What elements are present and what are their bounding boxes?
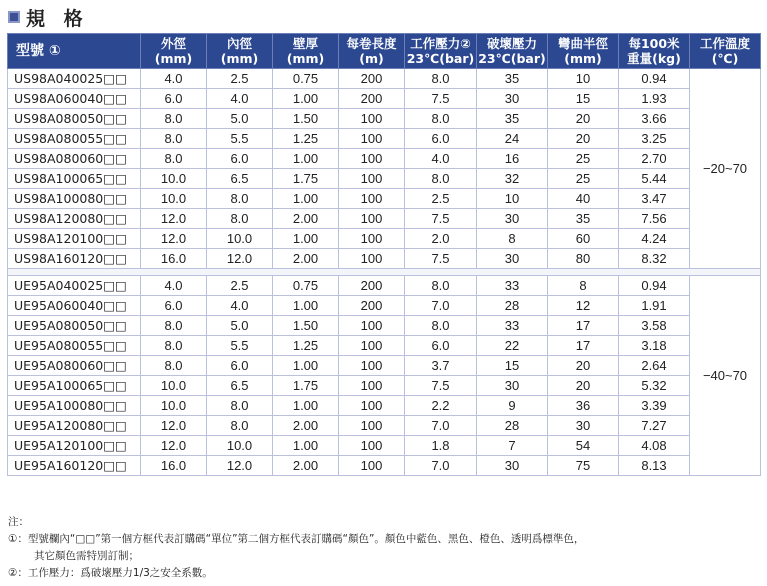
column-header: 每100米 重量(kg) <box>619 34 690 69</box>
table-row <box>8 249 761 269</box>
value-cell: 2.0 <box>405 229 477 249</box>
value-cell: 4.0 <box>141 276 207 296</box>
value-cell: 8.0 <box>405 69 477 89</box>
value-cell: 10.0 <box>207 436 273 456</box>
value-cell: 12.0 <box>141 209 207 229</box>
value-cell: 8.0 <box>141 129 207 149</box>
notes-section <box>8 514 763 582</box>
value-cell: 20 <box>548 376 619 396</box>
value-cell: 25 <box>548 149 619 169</box>
value-cell: 2.00 <box>273 456 339 476</box>
value-cell: 1.75 <box>273 376 339 396</box>
value-cell: 40 <box>548 189 619 209</box>
value-cell: 100 <box>339 456 405 476</box>
column-header: 壁厚 (mm) <box>273 34 339 69</box>
value-cell: 4.0 <box>141 69 207 89</box>
value-cell: 3.47 <box>619 189 690 209</box>
value-cell: 30 <box>477 456 548 476</box>
value-cell: 2.00 <box>273 249 339 269</box>
table-row <box>8 189 761 209</box>
value-cell: 8.0 <box>207 209 273 229</box>
table-row <box>8 316 761 336</box>
value-cell: 7.0 <box>405 456 477 476</box>
value-cell: 6.0 <box>207 356 273 376</box>
value-cell: 200 <box>339 296 405 316</box>
model-cell: US98A080055□□ <box>8 129 141 149</box>
value-cell: 100 <box>339 109 405 129</box>
separator-cell <box>8 269 761 276</box>
value-cell: 1.50 <box>273 109 339 129</box>
column-header: 彎曲半徑 (mm) <box>548 34 619 69</box>
value-cell: 12.0 <box>141 436 207 456</box>
value-cell: 4.24 <box>619 229 690 249</box>
value-cell: 8.0 <box>141 356 207 376</box>
value-cell: 10.0 <box>141 376 207 396</box>
value-cell: 1.25 <box>273 129 339 149</box>
value-cell: 7.5 <box>405 209 477 229</box>
value-cell: 80 <box>548 249 619 269</box>
value-cell: 12.0 <box>207 249 273 269</box>
column-header: 工作壓力② 23℃(bar) <box>405 34 477 69</box>
value-cell: 36 <box>548 396 619 416</box>
value-cell: 8.32 <box>619 249 690 269</box>
value-cell: 6.5 <box>207 169 273 189</box>
temperature-cell: −40~70 <box>690 276 761 476</box>
value-cell: 35 <box>548 209 619 229</box>
value-cell: 8.0 <box>207 189 273 209</box>
value-cell: 10 <box>548 69 619 89</box>
column-header: 型號 ① <box>8 34 141 69</box>
table-row <box>8 209 761 229</box>
value-cell: 4.0 <box>405 149 477 169</box>
value-cell: 0.75 <box>273 69 339 89</box>
value-cell: 8 <box>548 276 619 296</box>
value-cell: 25 <box>548 169 619 189</box>
note-1-continued: 其它顏色需特別訂制； <box>34 550 139 562</box>
value-cell: 1.00 <box>273 229 339 249</box>
model-cell: UE95A120080□□ <box>8 416 141 436</box>
model-cell: UE95A100080□□ <box>8 396 141 416</box>
value-cell: 16.0 <box>141 456 207 476</box>
value-cell: 20 <box>548 356 619 376</box>
value-cell: 2.5 <box>207 276 273 296</box>
value-cell: 3.18 <box>619 336 690 356</box>
value-cell: 1.00 <box>273 296 339 316</box>
value-cell: 1.00 <box>273 356 339 376</box>
value-cell: 15 <box>548 89 619 109</box>
value-cell: 6.0 <box>141 296 207 316</box>
value-cell: 100 <box>339 149 405 169</box>
value-cell: 200 <box>339 69 405 89</box>
value-cell: 4.08 <box>619 436 690 456</box>
value-cell: 30 <box>477 376 548 396</box>
value-cell: 3.7 <box>405 356 477 376</box>
value-cell: 8.0 <box>141 316 207 336</box>
value-cell: 3.25 <box>619 129 690 149</box>
value-cell: 8.0 <box>405 109 477 129</box>
value-cell: 2.00 <box>273 209 339 229</box>
value-cell: 33 <box>477 316 548 336</box>
value-cell: 24 <box>477 129 548 149</box>
column-header: 外徑 (mm) <box>141 34 207 69</box>
value-cell: 15 <box>477 356 548 376</box>
value-cell: 3.39 <box>619 396 690 416</box>
value-cell: 7.0 <box>405 416 477 436</box>
value-cell: 200 <box>339 89 405 109</box>
model-cell: US98A120100□□ <box>8 229 141 249</box>
value-cell: 10.0 <box>141 396 207 416</box>
column-header: 破壞壓力 23℃(bar) <box>477 34 548 69</box>
value-cell: 5.44 <box>619 169 690 189</box>
value-cell: 9 <box>477 396 548 416</box>
value-cell: 28 <box>477 296 548 316</box>
value-cell: 10.0 <box>207 229 273 249</box>
value-cell: 100 <box>339 376 405 396</box>
model-cell: UE95A160120□□ <box>8 456 141 476</box>
value-cell: 7.5 <box>405 89 477 109</box>
model-cell: UE95A080060□□ <box>8 356 141 376</box>
value-cell: 17 <box>548 336 619 356</box>
value-cell: 7.56 <box>619 209 690 229</box>
table-row <box>8 109 761 129</box>
value-cell: 100 <box>339 396 405 416</box>
value-cell: 8.0 <box>141 109 207 129</box>
table-row <box>8 456 761 476</box>
value-cell: 2.64 <box>619 356 690 376</box>
value-cell: 10.0 <box>141 189 207 209</box>
value-cell: 100 <box>339 249 405 269</box>
value-cell: 1.91 <box>619 296 690 316</box>
value-cell: 1.00 <box>273 89 339 109</box>
model-cell: US98A060040□□ <box>8 89 141 109</box>
table-body <box>8 69 761 476</box>
table-row <box>8 296 761 316</box>
value-cell: 10 <box>477 189 548 209</box>
table-row <box>8 396 761 416</box>
column-header: 工作溫度 (℃) <box>690 34 761 69</box>
note-2: ②：工作壓力：爲破壞壓力1/3之安全系數。 <box>8 567 213 579</box>
value-cell: 8.0 <box>141 149 207 169</box>
model-cell: US98A080050□□ <box>8 109 141 129</box>
model-cell: US98A120080□□ <box>8 209 141 229</box>
value-cell: 100 <box>339 316 405 336</box>
value-cell: 30 <box>548 416 619 436</box>
value-cell: 8.0 <box>405 316 477 336</box>
table-row <box>8 376 761 396</box>
value-cell: 4.0 <box>207 296 273 316</box>
value-cell: 100 <box>339 129 405 149</box>
table-row <box>8 149 761 169</box>
model-cell: UE95A080050□□ <box>8 316 141 336</box>
value-cell: 1.00 <box>273 189 339 209</box>
value-cell: 100 <box>339 436 405 456</box>
table-row <box>8 436 761 456</box>
value-cell: 1.75 <box>273 169 339 189</box>
value-cell: 2.5 <box>405 189 477 209</box>
model-cell: UE95A100065□□ <box>8 376 141 396</box>
model-cell: US98A100080□□ <box>8 189 141 209</box>
value-cell: 6.0 <box>141 89 207 109</box>
value-cell: 32 <box>477 169 548 189</box>
spec-table <box>7 33 761 476</box>
value-cell: 1.93 <box>619 89 690 109</box>
value-cell: 54 <box>548 436 619 456</box>
model-cell: US98A160120□□ <box>8 249 141 269</box>
table-row <box>8 356 761 376</box>
value-cell: 5.5 <box>207 129 273 149</box>
value-cell: 8.13 <box>619 456 690 476</box>
value-cell: 0.75 <box>273 276 339 296</box>
model-cell: UE95A060040□□ <box>8 296 141 316</box>
value-cell: 7.5 <box>405 249 477 269</box>
value-cell: 7.5 <box>405 376 477 396</box>
value-cell: 12.0 <box>141 416 207 436</box>
value-cell: 60 <box>548 229 619 249</box>
value-cell: 35 <box>477 69 548 89</box>
table-row <box>8 169 761 189</box>
value-cell: 8.0 <box>141 336 207 356</box>
value-cell: 1.50 <box>273 316 339 336</box>
value-cell: 100 <box>339 336 405 356</box>
value-cell: 2.5 <box>207 69 273 89</box>
table-row <box>8 129 761 149</box>
value-cell: 100 <box>339 189 405 209</box>
value-cell: 20 <box>548 109 619 129</box>
value-cell: 22 <box>477 336 548 356</box>
model-cell: UE95A040025□□ <box>8 276 141 296</box>
value-cell: 12.0 <box>207 456 273 476</box>
value-cell: 16.0 <box>141 249 207 269</box>
value-cell: 30 <box>477 209 548 229</box>
value-cell: 8.0 <box>207 396 273 416</box>
value-cell: 1.00 <box>273 149 339 169</box>
model-cell: US98A080060□□ <box>8 149 141 169</box>
table-row <box>8 69 761 89</box>
value-cell: 1.00 <box>273 436 339 456</box>
value-cell: 5.32 <box>619 376 690 396</box>
value-cell: 100 <box>339 229 405 249</box>
model-cell: US98A040025□□ <box>8 69 141 89</box>
value-cell: 100 <box>339 356 405 376</box>
table-row <box>8 89 761 109</box>
value-cell: 12.0 <box>141 229 207 249</box>
value-cell: 0.94 <box>619 276 690 296</box>
square-bullet-icon <box>8 11 20 23</box>
value-cell: 1.8 <box>405 436 477 456</box>
value-cell: 100 <box>339 169 405 189</box>
value-cell: 2.70 <box>619 149 690 169</box>
note-1: ①：型號欄內“□□”第一個方框代表訂購碼“單位”第二個方框代表訂購碼“顏色”。顏色中藍色、黑色、橙色、透明爲標準色， <box>8 533 585 545</box>
value-cell: 17 <box>548 316 619 336</box>
value-cell: 75 <box>548 456 619 476</box>
value-cell: 5.0 <box>207 109 273 129</box>
value-cell: 7 <box>477 436 548 456</box>
value-cell: 7.0 <box>405 296 477 316</box>
value-cell: 30 <box>477 89 548 109</box>
value-cell: 33 <box>477 276 548 296</box>
table-header-row <box>8 34 761 69</box>
value-cell: 12 <box>548 296 619 316</box>
notes-label: 注： <box>8 516 29 528</box>
value-cell: 10.0 <box>141 169 207 189</box>
value-cell: 6.5 <box>207 376 273 396</box>
value-cell: 35 <box>477 109 548 129</box>
column-header: 內徑 (mm) <box>207 34 273 69</box>
value-cell: 16 <box>477 149 548 169</box>
model-cell: UE95A080055□□ <box>8 336 141 356</box>
table-row <box>8 416 761 436</box>
table-row <box>8 276 761 296</box>
value-cell: 2.2 <box>405 396 477 416</box>
value-cell: 8.0 <box>405 169 477 189</box>
value-cell: 6.0 <box>405 336 477 356</box>
column-header: 每卷長度 (m) <box>339 34 405 69</box>
value-cell: 8 <box>477 229 548 249</box>
temperature-cell: −20~70 <box>690 69 761 269</box>
value-cell: 8.0 <box>207 416 273 436</box>
table-row <box>8 229 761 249</box>
section-title-text: 規 格 <box>26 7 89 30</box>
value-cell: 100 <box>339 416 405 436</box>
model-cell: US98A100065□□ <box>8 169 141 189</box>
value-cell: 5.0 <box>207 316 273 336</box>
value-cell: 4.0 <box>207 89 273 109</box>
value-cell: 28 <box>477 416 548 436</box>
value-cell: 2.00 <box>273 416 339 436</box>
value-cell: 20 <box>548 129 619 149</box>
value-cell: 3.58 <box>619 316 690 336</box>
section-title <box>8 4 89 30</box>
value-cell: 30 <box>477 249 548 269</box>
value-cell: 7.27 <box>619 416 690 436</box>
value-cell: 200 <box>339 276 405 296</box>
value-cell: 6.0 <box>405 129 477 149</box>
table-row <box>8 336 761 356</box>
value-cell: 3.66 <box>619 109 690 129</box>
value-cell: 8.0 <box>405 276 477 296</box>
value-cell: 5.5 <box>207 336 273 356</box>
value-cell: 0.94 <box>619 69 690 89</box>
value-cell: 1.00 <box>273 396 339 416</box>
group-separator <box>8 269 761 276</box>
value-cell: 1.25 <box>273 336 339 356</box>
value-cell: 100 <box>339 209 405 229</box>
model-cell: UE95A120100□□ <box>8 436 141 456</box>
value-cell: 6.0 <box>207 149 273 169</box>
